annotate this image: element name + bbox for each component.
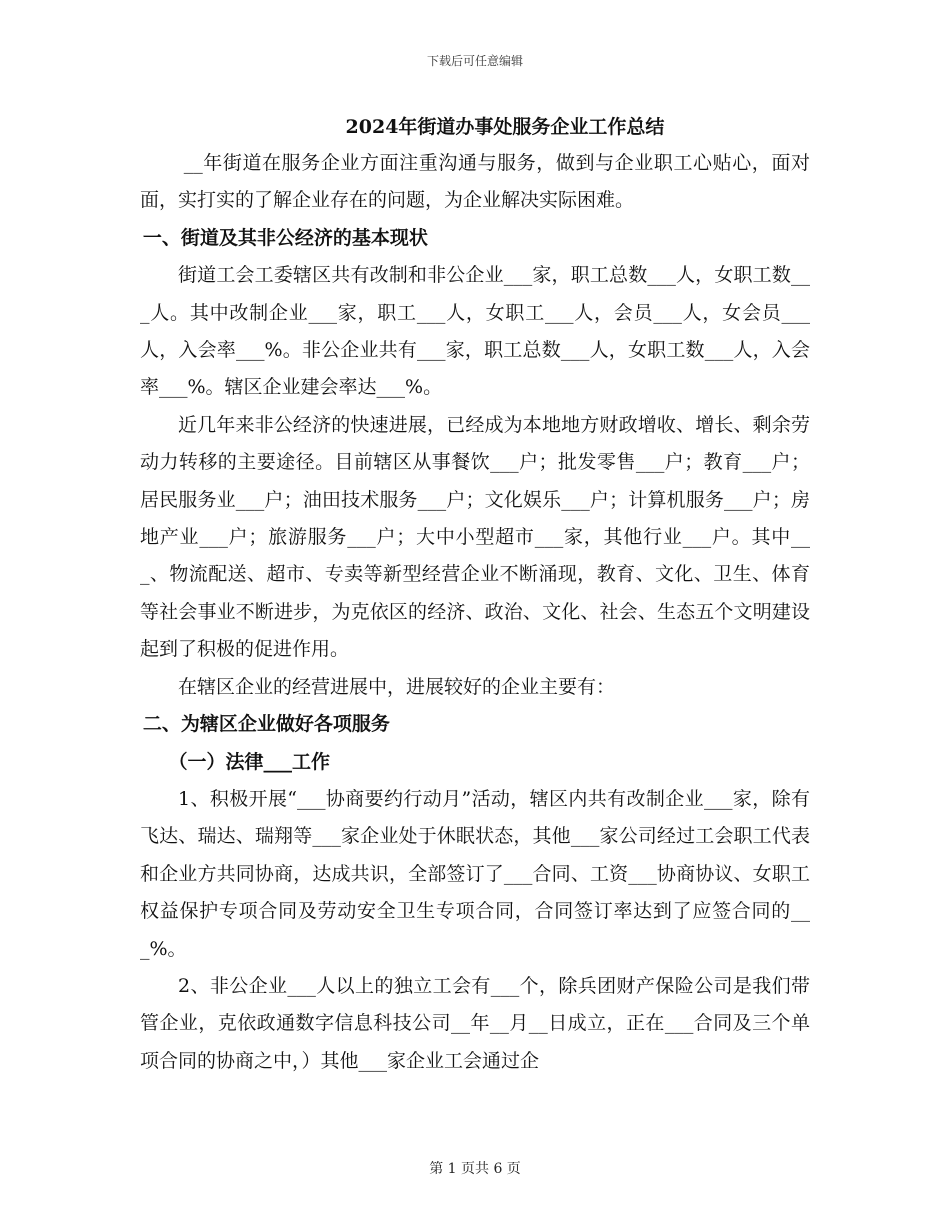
body-paragraph: 1、积极开展“___协商要约行动月”活动，辖区内共有改制企业___家，除有飞达、瑞达、瑞翔等___家企业处于休眠状态，其他___家公司经过工会职工代表和企业方共同协商，达成共识，全部签订了___合同、工资___协商协议、女职工权益保护专项合同及劳动安全卫生专项合同，合同签订率达到了应签合同的___%。	[140, 787, 810, 960]
body-paragraph: 近几年来非公经济的快速进展，已经成为本地地方财政增收、增长、剩余劳动力转移的主要途径。目前辖区从事餐饮___户；批发零售___户；教育___户；居民服务业___户；油田技术服务___户；文化娱乐___户；计算机服务___户；房地产业___户；旅游服务___户；大中小型超市___家，其他行业___户。其中___、物流配送、超市、专卖等新型经营企业不断涌现，教育、文化、卫生、体育等社会事业不断进步，为克依区的经济、政治、文化、社会、生态五个文明建设起到了积极的促进作用。	[140, 413, 810, 661]
section-heading-2: 二、为辖区企业做好各项服务	[142, 713, 390, 736]
section-heading-1: 一、街道及其非公经济的基本现状	[142, 226, 428, 249]
body-paragraph: 在辖区企业的经营进展中，进展较好的企业主要有：	[178, 675, 616, 698]
page-header: 下载后可任意编辑	[426, 54, 523, 68]
document-title: 2024年街道办事处服务企业工作总结	[345, 116, 665, 138]
body-paragraph: 街道工会工委辖区共有改制和非公企业___家，职工总数___人，女职工数___人。其中改制企业___家，职工___人，女职工___人，会员___人，女会员___人，入会率___%。非公企业共有___家，职工总数___人，女职工数___人，入会率___%。辖区企业建会率达___%。	[140, 264, 810, 399]
page-footer: 第 1 页共 6 页	[429, 1161, 521, 1177]
subsection-heading: （一）法律___工作	[168, 750, 331, 773]
document-body	[140, 112, 810, 1080]
body-paragraph: 2、非公企业___人以上的独立工会有___个，除兵团财产保险公司是我们带管企业，克依政通数字信息科技公司__年__月__日成立，正在___合同及三个单项合同的协商之中，）其他___家企业工会通过企	[140, 974, 810, 1072]
intro-paragraph: __年街道在服务企业方面注重沟通与服务，做到与企业职工心贴心，面对面，实打实的了解企业存在的问题，为企业解决实际困难。	[140, 152, 810, 212]
